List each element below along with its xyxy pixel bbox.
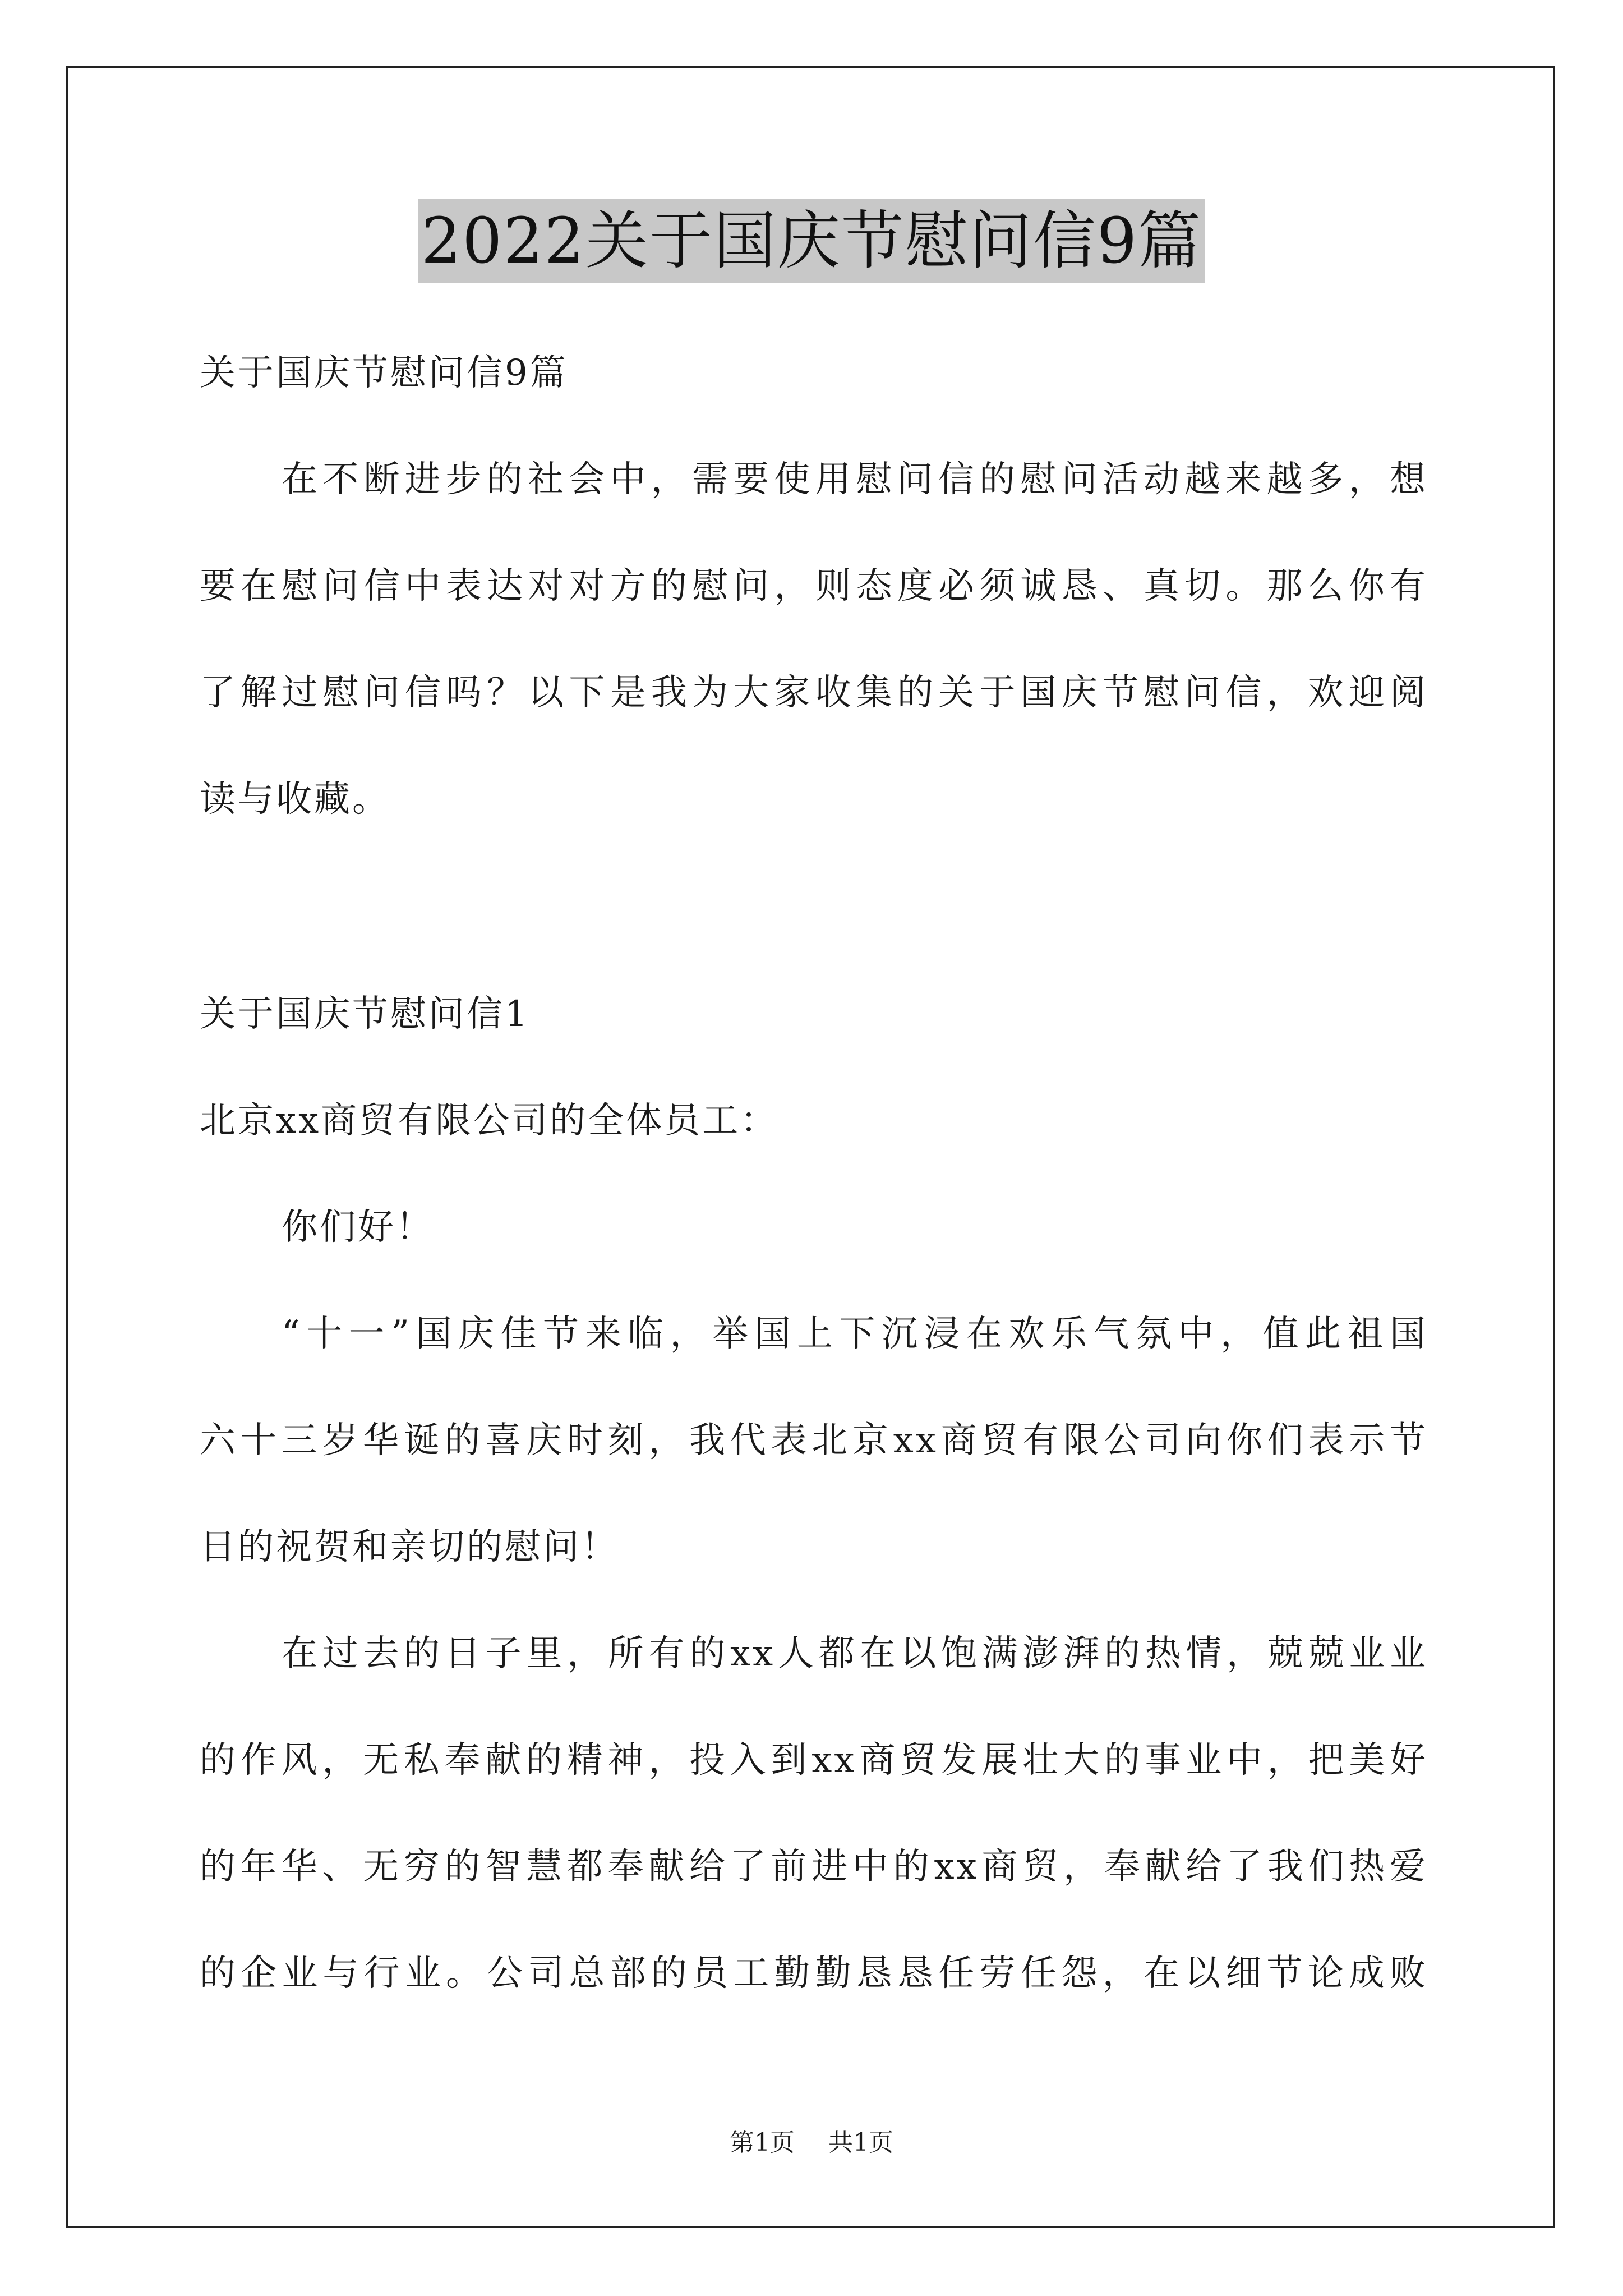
greeting-line: 你们好！ <box>282 1207 434 1248</box>
paragraph-line: 的企业与行业。公司总部的员工勤勤恳恳任劳任怨，在以细节论成败 <box>200 1953 1428 1994</box>
title-container <box>0 199 1623 283</box>
paragraph-line: “十一”国庆佳节来临，举国上下沉浸在欢乐气氛中，值此祖国 <box>282 1313 1428 1355</box>
paragraph-line: 了解过慰问信吗？以下是我为大家收集的关于国庆节慰问信，欢迎阅 <box>200 672 1428 714</box>
document-title: 2022关于国庆节慰问信9篇 <box>418 199 1205 283</box>
subtitle-line: 关于国庆节慰问信9篇 <box>200 352 568 394</box>
page-footer <box>0 2126 1623 2160</box>
salutation-line: 北京xx商贸有限公司的全体员工： <box>200 1100 779 1142</box>
paragraph-line: 读与收藏。 <box>200 779 390 820</box>
paragraph-line: 在不断进步的社会中，需要使用慰问信的慰问活动越来越多，想 <box>282 459 1428 500</box>
paragraph-line: 要在慰问信中表达对对方的慰问，则态度必须诚恳、真切。那么你有 <box>200 565 1428 607</box>
paragraph-line: 在过去的日子里，所有的xx人都在以饱满澎湃的热情，兢兢业业 <box>282 1633 1428 1674</box>
page-total: 共1页 <box>828 2128 893 2157</box>
paragraph-line: 的作风，无私奉献的精神，投入到xx商贸发展壮大的事业中，把美好 <box>200 1740 1428 1781</box>
page-number: 第1页 <box>730 2128 795 2157</box>
paragraph-line: 六十三岁华诞的喜庆时刻，我代表北京xx商贸有限公司向你们表示节 <box>200 1420 1428 1461</box>
paragraph-line: 日的祝贺和亲切的慰问！ <box>200 1526 619 1568</box>
paragraph-line: 的年华、无穷的智慧都奉献给了前进中的xx商贸，奉献给了我们热爱 <box>200 1846 1428 1888</box>
section-heading: 关于国庆节慰问信1 <box>200 993 530 1035</box>
